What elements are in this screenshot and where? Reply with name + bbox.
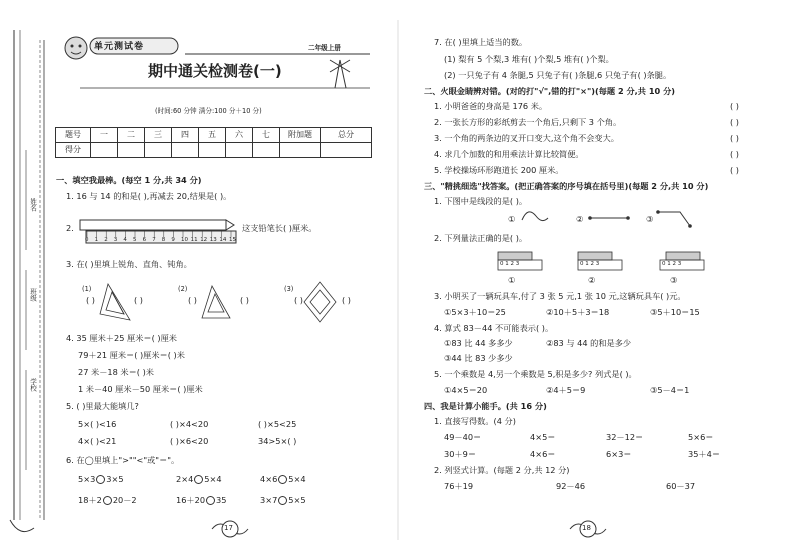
score-header: 三 [145,128,172,143]
score-cell[interactable] [199,143,226,158]
c2-option: ② [588,275,596,285]
calc1-item: 32－12＝ [606,432,644,442]
c5-option: ③5－4＝1 [650,385,690,395]
calc1-item: 6×3＝ [606,449,632,459]
score-header: 二 [118,128,145,143]
c4-option: ②83 与 44 的和是多少 [546,338,632,348]
ruler-tick-label: 0 [85,237,89,243]
q3-answer[interactable]: ( ) [342,295,351,305]
c2-option: ① [508,275,516,285]
q6-item: 18＋2 20－2 [78,495,137,505]
page-number-right: 18 [582,524,591,532]
q5-item: ( )×6<20 [170,436,209,446]
question-4-line: 79＋21 厘米＝( )厘米＝( )米 [78,350,185,360]
c5-option: ①4×5＝20 [444,385,488,395]
time-score-info: (时间:60 分钟 满分:100 分＋10 分) [155,107,262,115]
q3-answer[interactable]: ( ) [188,295,197,305]
question-2-text: 这支铅笔长( )厘米。 [242,223,317,233]
question-7-1: (1) 梨有 5 个梨,3 堆有( )个梨,5 堆有( )个梨。 [444,54,614,64]
score-cell[interactable] [145,143,172,158]
choice-2: 2. 下列量法正确的是( )。 [434,233,528,243]
judge-answer[interactable]: ( ) [730,149,739,159]
score-header: 六 [226,128,253,143]
q6-item: 3×7 5×5 [260,495,306,505]
judge-item: 3. 一个角的两条边的叉开口变大,这个角不会变大。 [434,133,619,143]
judge-item: 2. 一张长方形的彩纸剪去一个角后,只剩下 3 个角。 [434,117,622,127]
score-header: 五 [199,128,226,143]
measure-ruler-label: 0 1 2 3 [500,261,520,267]
ruler-tick-label: 3 [113,237,118,243]
ruler-tick-label: 8 [161,237,166,243]
question-4-line: 1 米－40 厘米－50 厘米＝( )厘米 [78,384,203,394]
score-table [55,127,372,158]
c4-option: ①83 比 44 多多少 [444,338,513,348]
c3-option: ③5＋10＝15 [650,307,700,317]
q5-item: ( )×4<20 [170,419,209,429]
ruler-tick-label: 9 [171,237,175,243]
q3-answer[interactable]: ( ) [240,295,249,305]
ruler-tick-label: 14 [219,237,227,243]
judge-answer[interactable]: ( ) [730,117,739,127]
score-cell[interactable] [226,143,253,158]
calc1-item: 4×6＝ [530,449,556,459]
question-3: 3. 在( )里填上锐角、直角、钝角。 [66,259,192,269]
q3-answer[interactable]: ( ) [294,295,303,305]
ruler-tick-label: 13 [209,237,217,243]
q6-item: 5×3 3×5 [78,474,124,484]
calc2-item: 76＋19 [444,481,474,491]
q5-item: 4×( )<21 [78,436,117,446]
judge-item: 4. 求几个加数的和用乘法计算比较简便。 [434,149,584,159]
judge-answer[interactable]: ( ) [730,101,739,111]
side-label-class: 班级 [28,288,37,302]
q3-mark-1: (1) [82,285,92,293]
score-header: 七 [253,128,280,143]
question-1: 1. 16 与 14 的和是( ),再减去 20,结果是( )。 [66,191,232,201]
question-4-line: 27 米－18 米＝( )米 [78,367,154,377]
score-header: 题号 [56,128,91,143]
ruler-tick-label: 7 [152,237,156,243]
calc2-item: 60－37 [666,481,696,491]
c1-option: ② [576,214,584,224]
binding-margin [0,0,60,558]
c2-option: ③ [670,275,678,285]
page-title: 期中通关检测卷(一) [148,62,282,80]
ruler-tick-label: 11 [190,237,198,243]
q3-mark-3: (3) [284,285,294,293]
ruler-tick-label: 4 [123,237,127,243]
measure-figures [496,250,736,274]
question-2-number: 2. [66,223,74,233]
score-header: 总分 [321,128,372,143]
page-divider [397,20,399,540]
score-cell[interactable] [172,143,199,158]
question-7-2: (2) 一只兔子有 4 条腿,5 只兔子有( )条腿,6 只兔子有( )条腿。 [444,70,672,80]
section-4-heading: 四、我是计算小能手。(共 16 分) [424,401,547,411]
question-4-line: 4. 35 厘米＋25 厘米＝( )厘米 [66,333,177,343]
question-5: 5. ( )里最大能填几? [66,401,139,411]
q5-item: ( )×5<25 [258,419,297,429]
header-decoration [60,30,390,90]
c1-option: ③ [646,214,654,224]
q3-mark-2: (2) [178,285,188,293]
q3-answer[interactable]: ( ) [86,295,95,305]
section-3-heading: 三、"精挑细选"找答案。(把正确答案的序号填在括号里)(每题 2 分,共 10 分) [424,181,709,191]
score-header: 四 [172,128,199,143]
section-1-heading: 一、填空我最棒。(每空 1 分,共 34 分) [56,175,202,185]
side-label-name: 姓名 [28,198,37,212]
ruler-tick-label: 15 [229,237,236,243]
q6-item: 4×6 5×4 [260,474,306,484]
measure-ruler-label: 0 1 2 3 [580,261,600,267]
side-label-school: 学校 [28,378,37,392]
c3-option: ②10＋5＋3＝18 [546,307,610,317]
section-2-heading: 二、火眼金睛辨对错。(对的打"√",错的打"×")(每题 2 分,共 10 分) [424,86,676,96]
score-cell[interactable] [118,143,145,158]
q6-item: 16＋20 35 [176,495,227,505]
score-header: 一 [91,128,118,143]
calc-2: 2. 列竖式计算。(每题 2 分,共 12 分) [434,465,570,475]
choice-4: 4. 算式 83－44 不可能表示( )。 [434,323,554,333]
ruler-tick-label: 12 [200,237,208,243]
ruler-tick-label: 2 [104,237,108,243]
calc1-item: 4×5＝ [530,432,556,442]
angle-figures [70,278,370,328]
choice-1: 1. 下图中是线段的是( )。 [434,196,528,206]
grade-label: 二年级上册 [308,44,341,52]
judge-item: 1. 小明爸爸的身高是 176 米。 [434,101,548,111]
c5-option: ②4＋5＝9 [546,385,586,395]
score-row-label: 得分 [56,143,91,158]
q6-item: 2×4 5×4 [176,474,222,484]
calc-1: 1. 直接写得数。(4 分) [434,416,516,426]
score-cell[interactable] [280,143,321,158]
ruler-tick-label: 5 [133,237,137,243]
page-number-left: 17 [224,524,233,532]
ruler-tick-label: 1 [94,237,99,243]
line-segment-figures [518,206,718,232]
ruler-tick-label: 6 [142,237,147,243]
score-header: 附加题 [280,128,321,143]
q5-item: 34>5×( ) [258,436,297,446]
calc2-item: 92－46 [556,481,586,491]
score-cell[interactable] [321,143,372,158]
choice-5: 5. 一个乘数是 4,另一个乘数是 5,积是多少? 列式是( )。 [434,369,637,379]
calc1-item: 30＋9＝ [444,449,477,459]
c3-option: ①5×3＋10＝25 [444,307,506,317]
calc1-item: 5×6＝ [688,432,714,442]
c1-option: ① [508,214,516,224]
question-6: 6. 在◯里填上">""<"或"＝"。 [66,455,180,465]
question-7: 7. 在( )里填上适当的数。 [434,37,528,47]
measure-ruler-label: 0 1 2 3 [662,261,682,267]
choice-3: 3. 小明买了一辆玩具车,付了 3 张 5 元,1 张 10 元,这辆玩具车( )元。 [434,291,686,301]
q5-item: 5×( )<16 [78,419,117,429]
c4-option: ③44 比 83 少多少 [444,353,513,363]
score-cell[interactable] [253,143,280,158]
score-cell[interactable] [91,143,118,158]
unit-test-badge: 单元测试卷 [94,42,145,52]
q3-answer[interactable]: ( ) [134,295,143,305]
judge-item: 5. 学校操场环形跑道长 200 厘米。 [434,165,564,175]
judge-answer[interactable]: ( ) [730,133,739,143]
ruler-tick-label: 10 [181,237,188,243]
calc1-item: 35＋4＝ [688,449,721,459]
calc1-item: 49－40＝ [444,432,482,442]
judge-answer[interactable]: ( ) [730,165,739,175]
